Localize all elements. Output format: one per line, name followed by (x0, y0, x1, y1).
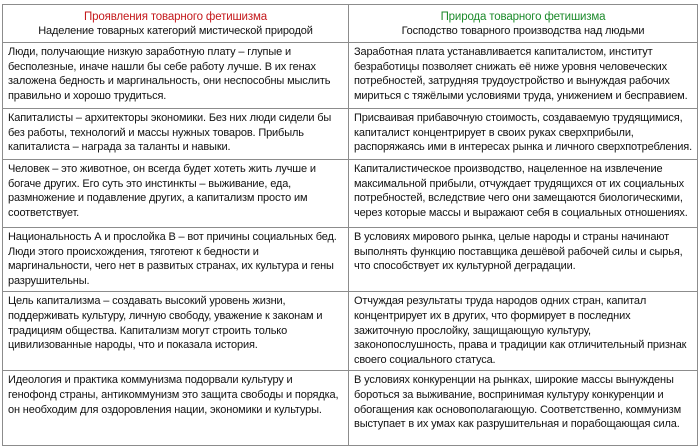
row-3-manifestation: Человек – это животное, он всегда будет хотеть жить лучше и богаче других. Его суть это инстинкты – выживание, еда, размножение и подавление других, а капитализм просто им соответствует. (3, 160, 349, 228)
comparison-table (2, 4, 698, 446)
row-2-nature: Присваивая прибавочную стоимость, создаваемую трудящимися, капиталист концентрирует в своих руках сверхприбыли, распоряжаясь ими в интересах рынка и личного сверхпотребления. (349, 109, 698, 160)
row-5-nature: Отчуждая результаты труда народов одних стран, капитал концентрирует их в других, что формирует в последних зажиточную прослойку, защищающую культуру, законопослушность, права и традиции как отличительный признак своего социального статуса. (349, 292, 698, 371)
table-row (3, 43, 698, 109)
row-5-manifestation: Цель капитализма – создавать высокий уровень жизни, поддерживать культуру, личную свободу, уважение к законам и традициям общества. Капитализм могут строить только цивилизованные народы, что и показала история. (3, 292, 349, 371)
header-right-title: Природа товарного фетишизма (440, 11, 606, 23)
table-row (3, 109, 698, 160)
table-header-row (3, 5, 698, 43)
header-nature (349, 5, 698, 43)
row-4-manifestation: Национальность А и прослойка В – вот причины социальных бед. Люди этого происхождения, тяготеют к бедности и маргинальности, чего нет в развитых странах, их культура и гены разрушительны. (3, 228, 349, 292)
row-1-manifestation: Люди, получающие низкую заработную плату – глупые и бесполезные, иначе нашли бы себе работу лучше. В их генах заложена бедность и маргинальность, они неспособны мыслить правильно и хорошо трудиться. (3, 43, 349, 109)
row-6-manifestation: Идеология и практика коммунизма подорвали культуру и генофонд страны, антикоммунизм это защита свободы и порядка, он необходим для оздоровления нации, экономики и культуры. (3, 371, 349, 446)
header-left-subtitle: Наделение товарных категорий мистической природой (38, 25, 313, 37)
table-row (3, 160, 698, 228)
row-1-nature: Заработная плата устанавливается капиталистом, институт безработицы позволяет снижать её ниже уровня человеческих потребностей, затрудняя трудоустройство и вынуждая рабочих мириться с тяжёлыми условиями труда, унижением и бесправием. (349, 43, 698, 109)
row-6-nature: В условиях конкуренции на рынках, широкие массы вынуждены бороться за выживание, воспринимая культуру конкуренции и обогащения как основополагающую. Соответственно, коммунизм выступает в их умах как разрушительная и порабощающая сила. (349, 371, 698, 446)
table-row (3, 371, 698, 446)
header-right-subtitle: Господство товарного производства над людьми (401, 25, 645, 37)
table-row (3, 292, 698, 371)
row-2-manifestation: Капиталисты – архитекторы экономики. Без них люди сидели бы без работы, технологий и массы нужных товаров. Прибыль капиталиста – награда за таланты и навыки. (3, 109, 349, 160)
header-left-title: Проявления товарного фетишизма (84, 11, 267, 23)
header-manifestations (3, 5, 349, 43)
table-row (3, 228, 698, 292)
row-3-nature: Капиталистическое производство, нацеленное на извлечение максимальной прибыли, отчуждает трудящихся от их социальных потребностей, вследствие чего они замещаются биологическими, через которые массы и выражают себя в социальных отношениях. (349, 160, 698, 228)
row-4-nature: В условиях мирового рынка, целые народы и страны начинают выполнять функцию поставщика дешёвой рабочей силы и сырья, что способствует их культурной деградации. (349, 228, 698, 292)
